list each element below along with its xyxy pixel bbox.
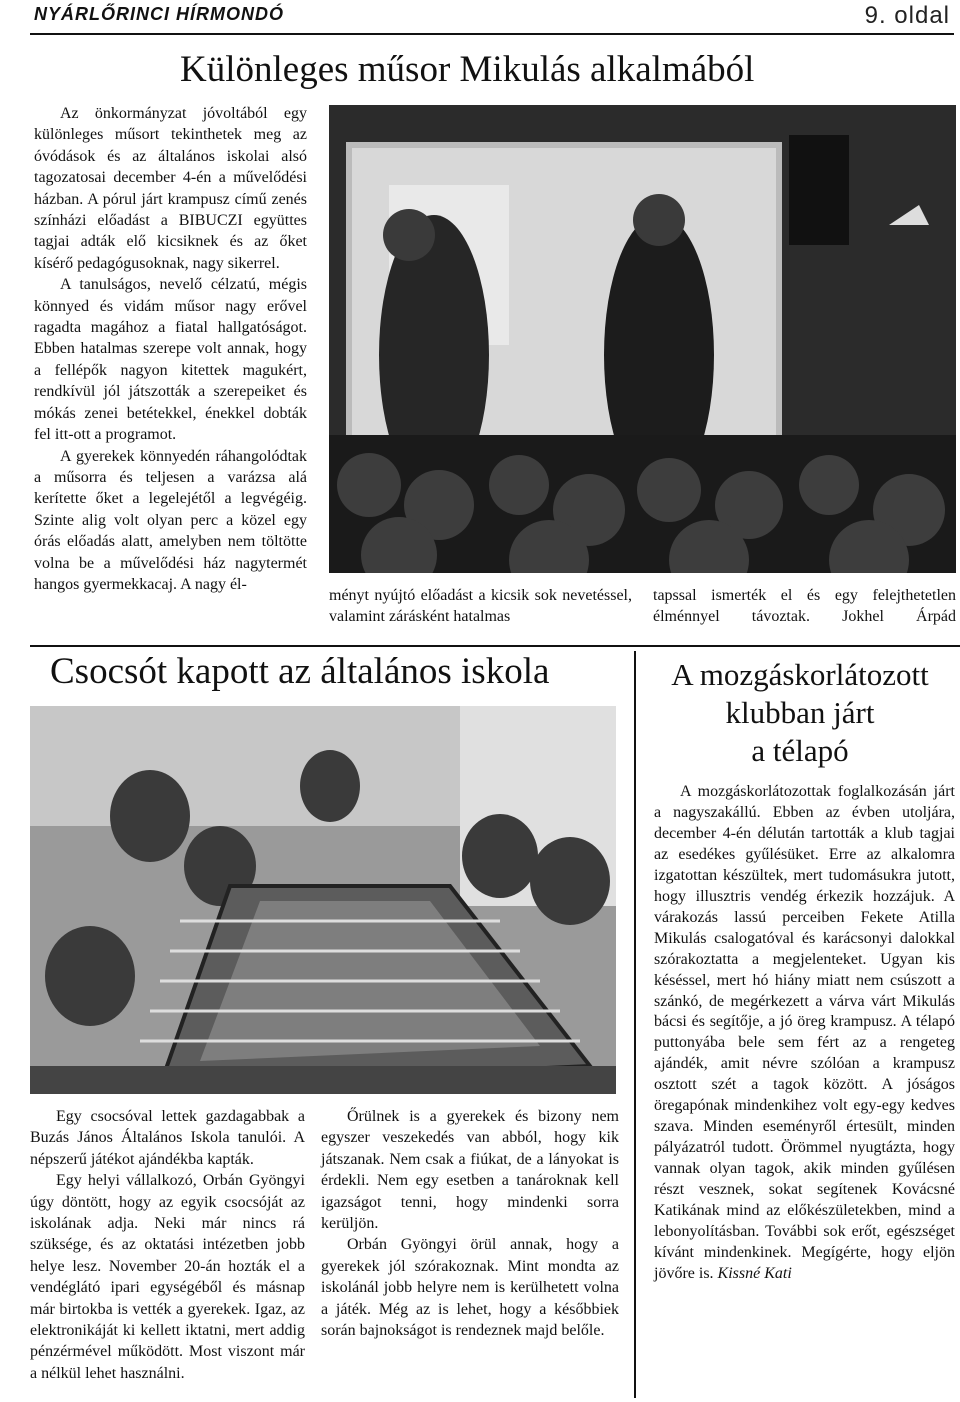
article3-title-line-1: A mozgáskorlátozott bbox=[671, 657, 929, 692]
article2-column-2 bbox=[321, 1106, 619, 1341]
foosball-photo-image bbox=[30, 706, 616, 1094]
puppet-show-photo bbox=[329, 105, 956, 573]
foosball-photo bbox=[30, 706, 616, 1094]
article1-continuation-middle bbox=[329, 585, 632, 628]
article1-author: Jokhel Árpád bbox=[842, 608, 956, 626]
article1-right-text bbox=[653, 585, 956, 628]
article1-paragraph-3: A gyerekek könnyedén ráhangolódtak a műsorra és teljesen a varázsa alá kerítette őket a legelejétől a legvégéig. Szinte alig volt olyan perc a közel egy órás előadás alatt, amelyben nem töltötte volna be a művelődési ház nagytermét hangos gyermekkacaj. A nagy él- bbox=[34, 447, 307, 593]
article3-author: Kissné Kati bbox=[717, 1264, 792, 1282]
article1-paragraph-1: Az önkormányzat jóvoltából egy különleges műsort tekinthetek meg az óvódások és az általános iskolai alsó tagozatosai december 4-én a művelődési házban. A pórul járt krampusz című zenés színházi előadást a BIBUCZI együttes tagjai adták elő kicsiknek és az őket kísérő pedagógusoknak, nagy sikerrel. bbox=[34, 105, 307, 272]
article3-title-line-2: klubban járt bbox=[725, 695, 875, 730]
page-number: 9. oldal bbox=[864, 2, 950, 29]
article1-right-text-body: tapssal ismerték el és egy felejthetetlen élménnyel távoztak. bbox=[653, 587, 956, 626]
article1-paragraph-2: A tanulságos, nevelő célzatú, mégis könnyed és vidám műsor nagy erővel ragadta magához a fiatal hallgatóságot. Ebben hatalmas szerepe volt annak, hogy a fellépők nagyon kitettek magukért, rendkívül jól játszották a szerepeiket és mókás zenei betétekkel, énekkel dobták fel itt-ott a programot. bbox=[34, 276, 307, 444]
article3-text: A mozgáskorlátozottak foglalkozásán járt a nagyszakállú. Ebben az évben utoljára, december 4-én délután tartották a klub tagjai az esedékes gyűlésüket. Erre az alkalomra izgatottan készültek, mert tudomásukra jutott, hogy illusztris vendég érkezik hozzájuk. A várakozás lassú perceiben Fekete Atilla Mikulás csalogatóval és karácsonyi dalokkal szórakoztatta a megjelenteket. Ugyan kis késéssel, mert hó hiány miatt nem csúszott a szánkó, de megérkezett a várva várt Mikulás bácsi és segítője, a jó öreg krampusz. A télapó puttonyába bele sem fért az a rengeteg ajándék, amit névre szólóan a krampusz osztott szét a tagok között. A jóságos öregapónak mindenkihez volt egy-egy kedves szava. Minden eseményről értesült, minden pályázatról tudott. Örömmel nyugtázta, hogy vannak olyan tagok, akik minden gyűlésen részt vesznek, sokat segítenek Kovácsné Katikának mind az előkészületekben, mind a lebonyolításban. További sok erőt, egészséget kívánt mindenkinek. Megígérte, hogy eljön jövőre is. bbox=[654, 783, 955, 1282]
article2-col2-paragraph-1: Őrülnek is a gyerekek és bizony nem egyszer veszekedés van abból, hogy kik játszanak. Nem csak a fiúkat, de a lányokat is érdekli. Nem egy esetben a tanároknak kell igazságot tenni, hogy mindenki sorra kerüljön. bbox=[321, 1108, 619, 1233]
article3-column bbox=[654, 782, 955, 1285]
article2-title: Csocsót kapott az általános iskola bbox=[50, 651, 550, 692]
article1-title: Különleges műsor Mikulás alkalmából bbox=[180, 49, 755, 90]
article2-col1-paragraph-2: Egy helyi vállalkozó, Orbán Gyöngyi úgy döntött, hogy az egyik csocsóját az iskolának adja. Neki már nincs rá szüksége, és az oktatási intézetben jobb helye lesz. November 20-án hozták el a vendéglátó ipari egységéből és másnap már birtokba is vették a gyerekek. Igaz, az elektronikáját ki kellett iktatni, mert addig pénzérmével működött. Most viszont már a nélkül lehet használni. bbox=[30, 1172, 305, 1382]
article3-paragraph bbox=[654, 782, 955, 1285]
column-divider bbox=[634, 651, 636, 1398]
article2-col1-paragraph-1: Egy csocsóval lettek gazdagabbak a Buzás János Általános Iskola tanulói. A népszerű játékot ajándékba kapták. bbox=[30, 1108, 305, 1168]
header-rule bbox=[30, 33, 954, 35]
article1-column bbox=[34, 103, 307, 595]
puppet-show-photo-image bbox=[329, 105, 956, 573]
article3-title-line-3: a télapó bbox=[751, 733, 849, 768]
article1-continuation-right bbox=[653, 585, 956, 628]
article1-mid-text: ményt nyújtó előadást a kicsik sok nevetéssel, valamint zárásként hatalmas bbox=[329, 587, 632, 626]
article3-title bbox=[640, 656, 960, 770]
section-divider bbox=[30, 645, 960, 647]
article2-col2-paragraph-2: Orbán Gyöngyi örül annak, hogy a gyerekek jól szórakoznak. Mint mondta az iskolánál jobb helyre nem is kerülhetett volna a játék. Még az is lehet, hogy a későbbiek során bajnokságot is rendeznek majd belőle. bbox=[321, 1236, 619, 1340]
publication-name: NYÁRLŐRINCI HÍRMONDÓ bbox=[34, 4, 284, 24]
article2-column-1 bbox=[30, 1106, 305, 1384]
